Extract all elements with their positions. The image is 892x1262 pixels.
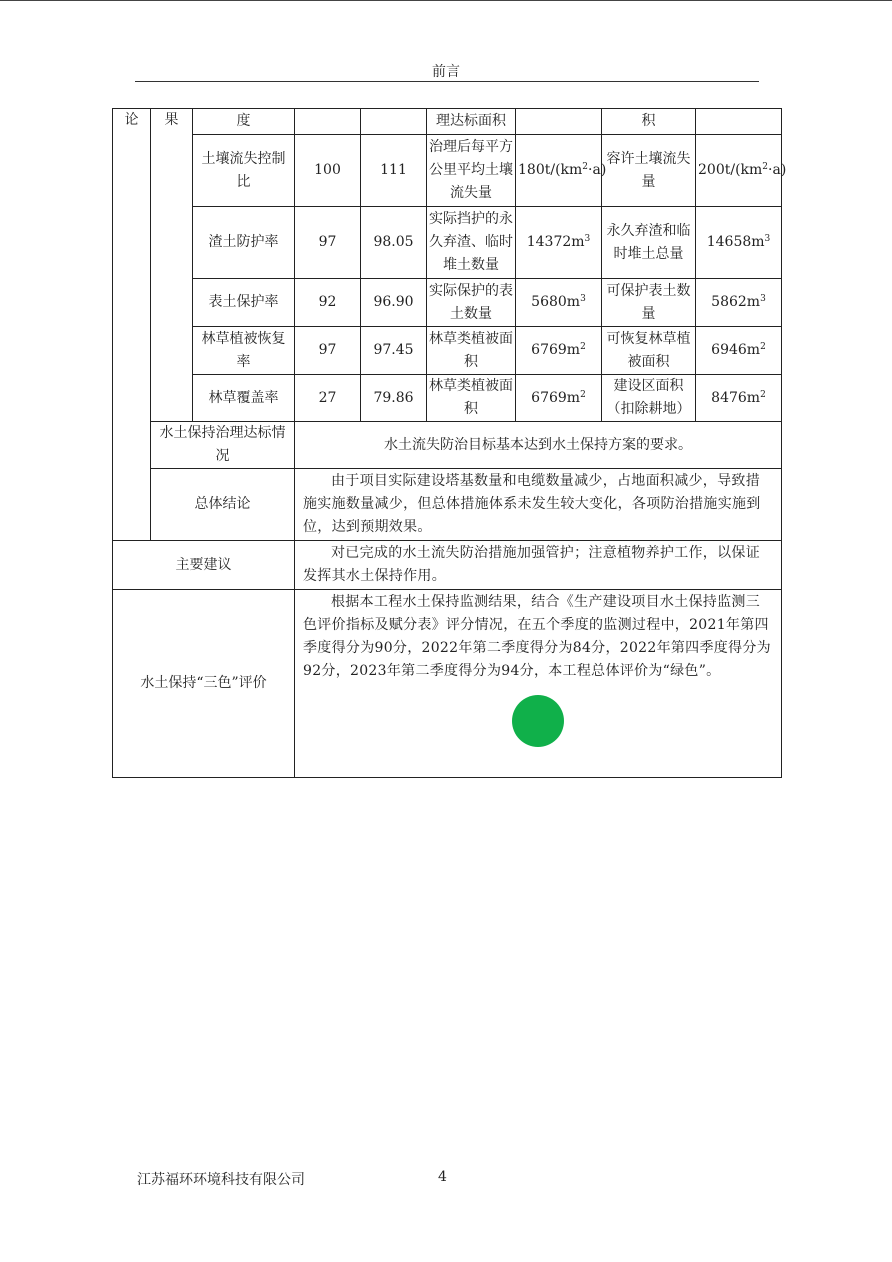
degree-label-cell: 度 <box>193 109 295 135</box>
target-value: 97 <box>295 207 361 279</box>
result-label-cell: 果 <box>151 109 193 422</box>
denominator-label: 容许土壤流失量 <box>602 135 696 207</box>
denominator-value: $14658m^3$ <box>696 207 782 279</box>
numerator-value: $6769m^2$ <box>516 327 602 375</box>
table-row <box>113 327 782 375</box>
three-color-rating-cell <box>295 590 782 778</box>
table-row <box>113 207 782 279</box>
denominator-value: $200t/(km^2\cdot a)$ <box>696 135 782 207</box>
compliance-label: 水土保持治理达标情况 <box>151 422 295 469</box>
three-color-rating-label: 水土保持“三色”评价 <box>113 590 295 778</box>
target-value: 27 <box>295 375 361 422</box>
denominator-label: 永久弃渣和临时堆土总量 <box>602 207 696 279</box>
denominator-value: $6946m^2$ <box>696 327 782 375</box>
numerator-value: $180t/(km^2\cdot a)$ <box>516 135 602 207</box>
target-value: 97 <box>295 327 361 375</box>
monitoring-results-table <box>112 108 787 778</box>
footer-company: 江苏福环环境科技有限公司 <box>137 1172 305 1188</box>
numerator-label: 实际挡护的永久弃渣、临时堆土数量 <box>427 207 516 279</box>
table-row <box>113 135 782 207</box>
table-row <box>113 279 782 327</box>
indicator-name: 渣土防护率 <box>193 207 295 279</box>
top-border <box>0 0 892 1</box>
suggestion-text: 对已完成的水土流失防治措施加强管护；注意植物养护工作，以保证发挥其水土保持作用。 <box>295 541 782 590</box>
suggestion-row <box>113 541 782 590</box>
target-value: 100 <box>295 135 361 207</box>
indicator-name: 表土保护率 <box>193 279 295 327</box>
green-rating-circle-icon <box>512 695 564 747</box>
target-value: 92 <box>295 279 361 327</box>
numerator-label: 林草类植被面积 <box>427 375 516 422</box>
suggestion-label: 主要建议 <box>113 541 295 590</box>
three-color-rating-row <box>113 590 782 778</box>
numerator-value: $5680m^3$ <box>516 279 602 327</box>
denominator-label: 建设区面积（扣除耕地） <box>602 375 696 422</box>
area-label-cell-2: 积 <box>602 109 696 135</box>
actual-value: 111 <box>361 135 427 207</box>
numerator-label: 林草类植被面积 <box>427 327 516 375</box>
numerator-value: $6769m^2$ <box>516 375 602 422</box>
overall-conclusion-text: 由于项目实际建设塔基数量和电缆数量减少，占地面积减少，导致措施实施数量减少，但总体措施体系未发生较大变化，各项防治措施实施到位，达到预期效果。 <box>295 469 782 541</box>
actual-value: 96.90 <box>361 279 427 327</box>
area-label-cell: 理达标面积 <box>427 109 516 135</box>
actual-value: 98.05 <box>361 207 427 279</box>
numerator-label: 实际保护的表土数量 <box>427 279 516 327</box>
overall-conclusion-row <box>113 469 782 541</box>
indicator-name: 土壤流失控制比 <box>193 135 295 207</box>
actual-value: 97.45 <box>361 327 427 375</box>
page-header-title: 前言 <box>432 64 460 80</box>
conclusion-label-cell: 论 <box>113 109 151 541</box>
denominator-label: 可保护表土数量 <box>602 279 696 327</box>
compliance-row <box>113 422 782 469</box>
denominator-label: 可恢复林草植被面积 <box>602 327 696 375</box>
three-color-rating-text: 根据本工程水土保持监测结果，结合《生产建设项目水土保持监测三色评价指标及赋分表》评分情况，在五个季度的监测过程中，2021年第四季度得分为90分，2022年第二季度得分为84分，2022年第四季度得分为92分，2023年第二季度得分为94分，本工程总体评价为“绿色”。 <box>303 594 771 679</box>
numerator-label: 治理后每平方公里平均土壤流失量 <box>427 135 516 207</box>
denominator-value: $5862m^3$ <box>696 279 782 327</box>
compliance-text: 水土流失防治目标基本达到水土保持方案的要求。 <box>295 422 782 469</box>
indicator-name: 林草覆盖率 <box>193 375 295 422</box>
indicator-name: 林草植被恢复率 <box>193 327 295 375</box>
table-row <box>113 375 782 422</box>
overall-conclusion-label: 总体结论 <box>151 469 295 541</box>
numerator-value: $14372m^3$ <box>516 207 602 279</box>
actual-value: 79.86 <box>361 375 427 422</box>
denominator-value: $8476m^2$ <box>696 375 782 422</box>
header-rule <box>135 81 759 82</box>
page-number: 4 <box>438 1169 447 1185</box>
table-row-top <box>113 109 782 135</box>
